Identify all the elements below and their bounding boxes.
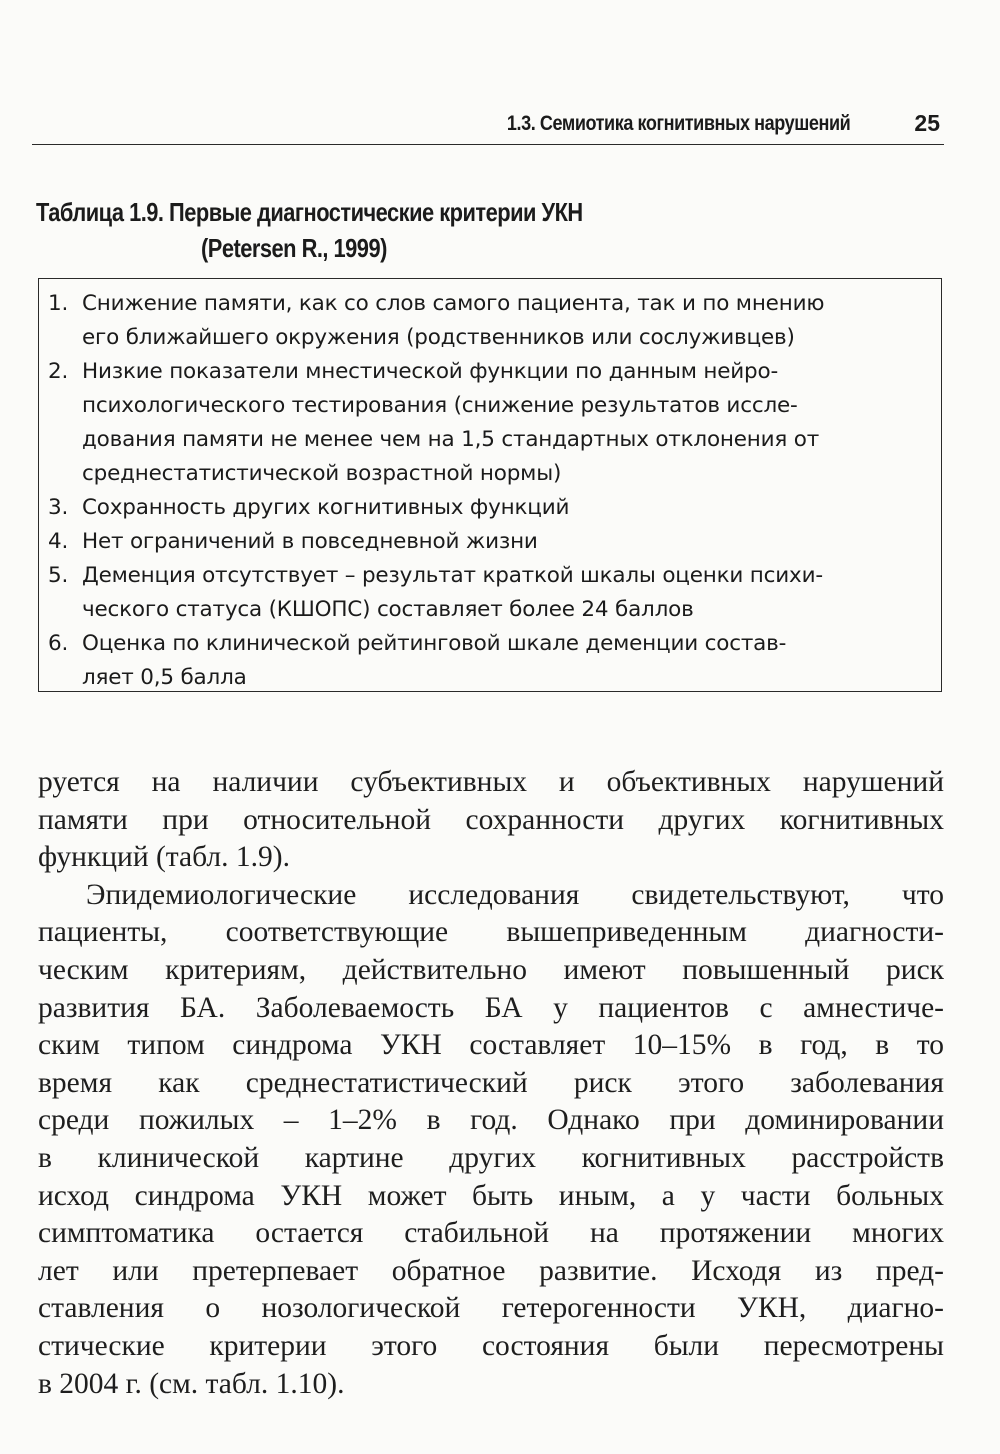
table-caption-title: Таблица 1.9. Первые диагностические критерии УКН [36,197,583,227]
criteria-text-line: Деменция отсутствует – результат краткой шкалы оценки психи- [82,563,823,588]
paragraph-epidemiology [38,877,944,1403]
criteria-item [48,627,931,695]
body-line: Эпидемиологические исследования свидетельствуют, что [86,878,944,911]
body-line: время как среднестатистический риск этого заболевания [38,1066,944,1099]
criteria-item [48,525,931,559]
criteria-number: 3. [48,495,69,520]
body-line: ставления о нозологической гетерогенности УКН, диагно- [38,1292,944,1325]
criteria-text-line: его ближайшего окружения (родственников или сослуживцев) [82,325,795,350]
criteria-number: 5. [48,563,69,588]
criteria-item [48,355,931,491]
criteria-item [48,491,931,525]
body-line: пациенты, соответствующие вышеприведенным диагности- [38,916,944,949]
criteria-text-line: Снижение памяти, как со слов самого пациента, так и по мнению [82,291,825,316]
section-title: 1.3. Семиотика когнитивных нарушений [506,112,850,135]
criteria-item [48,287,931,355]
criteria-text-line: среднестатистической возрастной нормы) [82,461,562,486]
paragraph-continuation [38,764,944,877]
body-line: руется на наличии субъективных и объективных нарушений [38,766,944,798]
table-caption [36,194,687,266]
body-line: симптоматика остается стабильной на протяжении многих [38,1217,944,1250]
criteria-text-line: психологического тестирования (снижение результатов иссле- [82,393,798,418]
criteria-item [48,559,931,627]
criteria-text-line: Нет ограничений в повседневной жизни [82,529,538,554]
criteria-text-line: ляет 0,5 балла [82,665,247,690]
body-line: ческим критериям, действительно имеют повышенный риск [38,953,944,986]
body-line: функций (табл. 1.9). [38,841,290,874]
criteria-text-line: дования памяти не менее чем на 1,5 стандартных отклонения от [82,427,820,452]
body-line: памяти при относительной сохранности других когнитивных [38,803,944,836]
body-line: среди пожилых – 1–2% в год. Однако при доминировании [38,1104,944,1137]
criteria-list [48,287,931,695]
criteria-text-line: ческого статуса (КШОПС) составляет более 24 баллов [82,597,694,622]
criteria-number: 6. [48,631,69,656]
body-line: исход синдрома УКН может быть иным, а у части больных [38,1179,944,1212]
criteria-text-line: Низкие показатели мнестической функции по данным нейро- [82,359,779,384]
criteria-number: 1. [48,291,69,316]
page-number: 25 [914,110,940,136]
criteria-table [38,278,942,692]
body-line: в 2004 г. (см. табл. 1.10). [38,1367,345,1400]
criteria-text-line: Сохранность других когнитивных функций [82,495,570,520]
criteria-text-line: Оценка по клинической рейтинговой шкале деменции состав- [82,631,787,656]
table-caption-source: (Petersen R., 1999) [201,233,387,263]
body-line: лет или претерпевает обратное развитие. Исходя из пред- [38,1254,944,1287]
criteria-number: 2. [48,359,69,384]
body-text [38,764,944,1403]
body-line: ским типом синдрома УКН составляет 10–15% в год, в то [38,1029,944,1062]
criteria-number: 4. [48,529,69,554]
body-line: развития БА. Заболеваемость БА у пациентов с амнестиче- [38,991,944,1024]
body-line: стические критерии этого состояния были пересмотрены [38,1329,944,1362]
body-line: в клинической картине других когнитивных расстройств [38,1141,944,1174]
running-header [32,96,944,145]
